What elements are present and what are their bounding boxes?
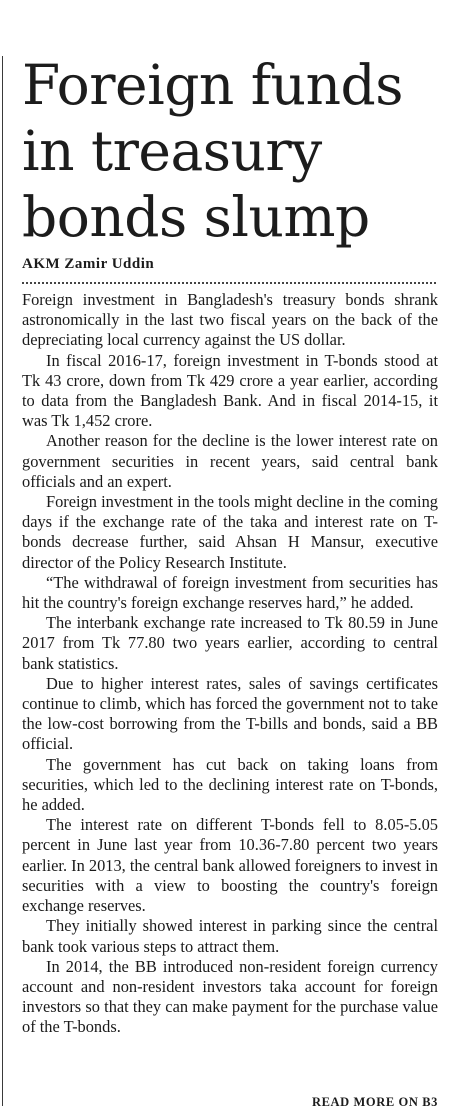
headline: Foreign funds in treasury bonds slump [22, 53, 403, 249]
paragraph-5: “The withdrawal of foreign investment from securities has hit the country's foreign exchange reserves hard,” he added. [22, 572, 438, 613]
byline: AKM Zamir Uddin [22, 256, 155, 272]
paragraph-11: In 2014, the BB introduced non-resident foreign currency account and non-resident investors taka account for foreign investors so that they can make payment for the purchase value of the T-bonds. [22, 956, 438, 1037]
paragraph-4: Foreign investment in the tools might decline in the coming days if the exchange rate of the taka and interest rate on T-bonds decrease further, said Ahsan H Mansur, executive director of the Policy Research Institute. [22, 492, 438, 572]
paragraph-2: In fiscal 2016-17, foreign investment in T-bonds stood at Tk 43 crore, down from Tk 429 crore a year earlier, according to data from the Bangladesh Bank. And in fiscal 2014-15, it was Tk 1,452 crore. [22, 350, 438, 431]
paragraph-8: The government has cut back on taking loans from securities, which led to the declining interest rate on T-bonds, he added. [22, 754, 438, 815]
paragraph-1: Foreign investment in Bangladesh's treasury bonds shrank astronomically in the last two fiscal years on the back of the depreciating local currency against the US dollar. [22, 290, 438, 350]
paragraph-9: The interest rate on different T-bonds fell to 8.05-5.05 percent in June last year from 10.36-7.80 percent two years earlier. In 2013, the central bank allowed foreigners to invest in securities with a view to boosting the country's foreign exchange reserves. [22, 815, 438, 916]
paragraph-6: The interbank exchange rate increased to Tk 80.59 in June 2017 from Tk 77.80 two years earlier, according to central bank statistics. [22, 613, 438, 673]
read-more-link[interactable]: READ MORE ON B3 [311, 1095, 438, 1109]
dotted-divider [22, 282, 436, 284]
paragraph-3: Another reason for the decline is the lower interest rate on government securities in recent years, said central bank officials and an expert. [22, 431, 438, 491]
article-body [22, 290, 438, 1038]
column-rule [2, 56, 3, 1106]
paragraph-7: Due to higher interest rates, sales of savings certificates continue to climb, which has forced the government not to take the low-cost borrowing from the T-bills and bonds, said a BB official. [22, 673, 438, 754]
paragraph-10: They initially showed interest in parking since the central bank took various steps to attract them. [22, 916, 438, 956]
